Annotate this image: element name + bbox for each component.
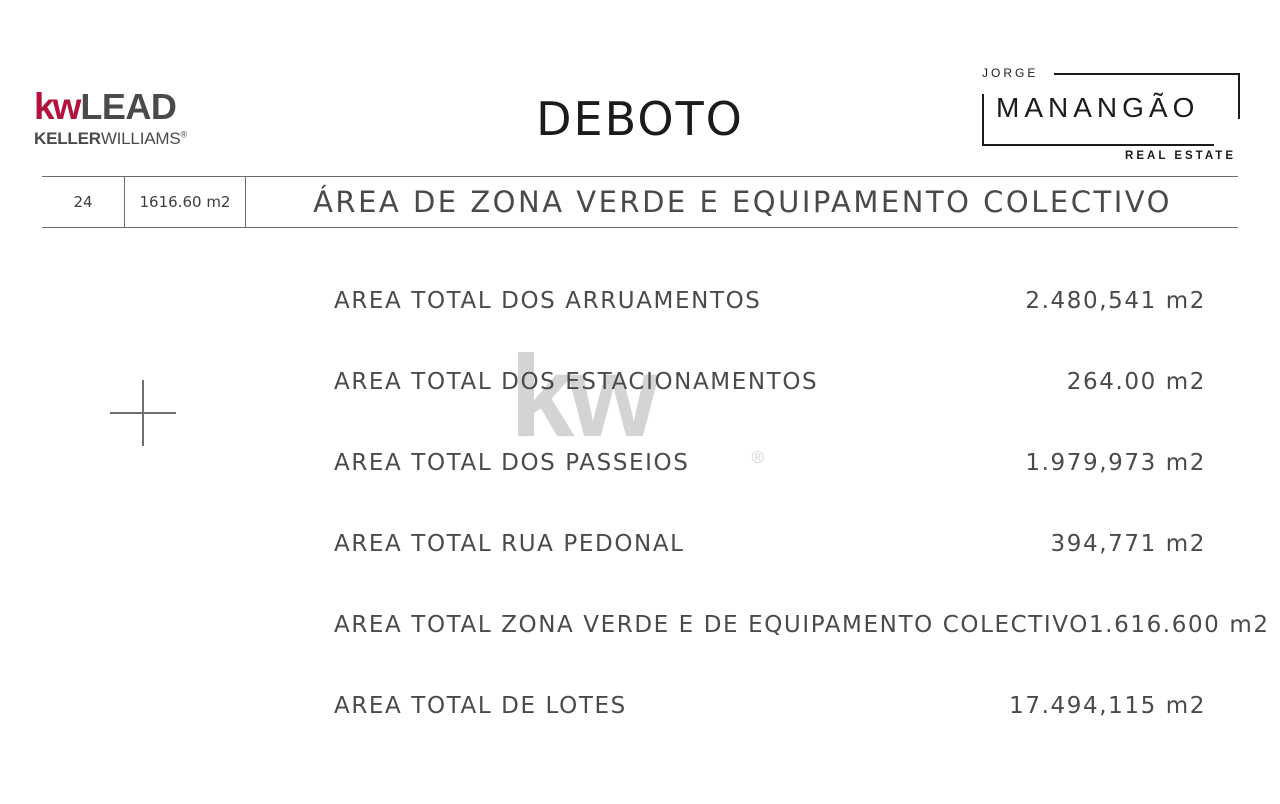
- document-header: [0, 0, 1280, 170]
- agency-logo-rule-top: [1054, 73, 1240, 75]
- zone-label-cell: ÁREA DE ZONA VERDE E EQUIPAMENTO COLECTIVO: [313, 185, 1172, 219]
- kw-mark-text: kw: [34, 86, 80, 127]
- page-title: DEBOTO: [536, 92, 744, 146]
- agency-logo-rule-left: [982, 94, 984, 146]
- kw-watermark-registered-icon: ®: [751, 448, 764, 467]
- area-totals-list: [334, 288, 1270, 774]
- zone-area-cell: 1616.60 m2: [125, 177, 246, 227]
- zone-number-cell: 24: [42, 177, 125, 227]
- agency-logo-name: MANANGÃO: [996, 92, 1200, 123]
- area-name: AREA TOTAL ZONA VERDE E DE EQUIPAMENTO COLECTIVO: [334, 612, 1089, 638]
- list-item: [334, 531, 1206, 612]
- area-value: 394,771 m2: [1050, 531, 1206, 557]
- jorge-manangao-logo: [982, 66, 1240, 162]
- area-name: AREA TOTAL DOS ARRUAMENTOS: [334, 288, 762, 314]
- area-value: 1.979,973 m2: [1025, 450, 1206, 476]
- area-value: 2.480,541 m2: [1025, 288, 1206, 314]
- area-value: 264.00 m2: [1066, 369, 1206, 395]
- list-item: [334, 450, 1206, 531]
- area-name: AREA TOTAL DE LOTES: [334, 693, 627, 719]
- agency-logo-rule-right: [1238, 73, 1240, 119]
- area-value: 1.616.600 m2: [1088, 612, 1270, 638]
- area-name: AREA TOTAL DOS ESTACIONAMENTOS: [334, 369, 819, 395]
- williams-text: WILLIAMS: [100, 129, 181, 148]
- keller-text: KELLER: [34, 129, 101, 148]
- area-name: AREA TOTAL RUA PEDONAL: [334, 531, 685, 557]
- area-name: AREA TOTAL DOS PASSEIOS: [334, 450, 690, 476]
- agency-logo-subtitle: REAL ESTATE: [1125, 150, 1236, 162]
- agency-logo-top-text: JORGE: [982, 66, 1039, 80]
- agency-logo-rule-bottom: [982, 144, 1214, 146]
- kw-lead-text: LEAD: [80, 86, 177, 127]
- list-item: [334, 612, 1270, 693]
- registered-mark-icon: ®: [180, 129, 187, 140]
- list-item: [334, 288, 1206, 369]
- list-item: [334, 369, 1206, 450]
- list-item: [334, 693, 1206, 774]
- crosshair-icon: [110, 380, 176, 446]
- kw-watermark-text: kw: [510, 331, 653, 461]
- crosshair-vertical-line: [142, 380, 144, 446]
- zone-title-bar: [42, 176, 1238, 228]
- area-value: 17.494,115 m2: [1009, 693, 1206, 719]
